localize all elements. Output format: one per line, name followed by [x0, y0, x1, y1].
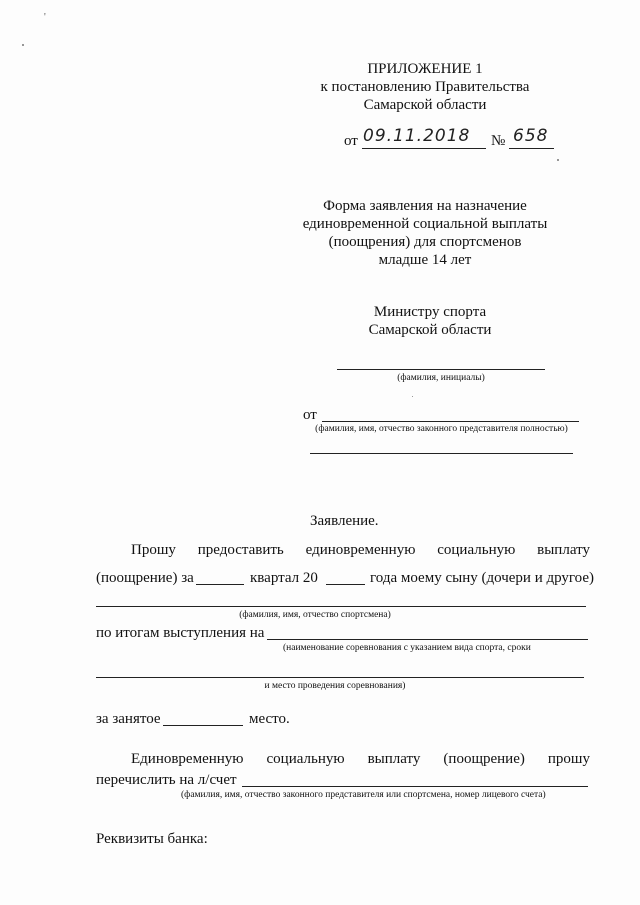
- athlete-caption: (фамилия, имя, отчество спортсмена): [239, 610, 391, 620]
- word: единовременную: [305, 542, 416, 558]
- from-line-2: [310, 453, 573, 454]
- competition-line: [267, 639, 588, 640]
- word: выплату: [367, 751, 421, 767]
- representative-caption: (фамилия, имя, отчество законного представителя полностью): [315, 424, 568, 434]
- paragraph1-line2a: (поощрение) за: [96, 570, 194, 586]
- word: выплату: [537, 542, 590, 558]
- from-line: [322, 421, 579, 422]
- place-label: за занятое: [96, 711, 161, 727]
- word: прошу: [547, 751, 590, 767]
- date-underline: [362, 148, 486, 149]
- addressee-line1: Министру спорта: [373, 304, 487, 320]
- place-caption: и место проведения соревнования): [264, 681, 406, 691]
- date-label: от: [344, 133, 358, 149]
- word: предоставить: [197, 542, 284, 558]
- word: социальную: [437, 542, 516, 558]
- place-label-end: место.: [249, 711, 290, 727]
- paragraph1-line2b: квартал 20: [250, 570, 318, 586]
- results-label: по итогам выступления на: [96, 625, 265, 641]
- paragraph2-line1: [131, 750, 590, 768]
- appendix-block: [300, 60, 550, 114]
- paragraph1-line2c: года моему сыну (дочери и другое): [370, 570, 595, 586]
- appendix-title: ПРИЛОЖЕНИЕ 1: [367, 61, 483, 77]
- from-label: от: [303, 407, 317, 423]
- fio-caption: (фамилия, инициалы): [397, 373, 485, 383]
- form-title-line4: младше 14 лет: [378, 252, 472, 268]
- date-value: 09.11.2018: [363, 126, 471, 146]
- account-line: [242, 786, 588, 787]
- competition-caption: (наименование соревнования с указанием вида спорта, сроки: [283, 643, 531, 653]
- number-sign: №: [491, 133, 506, 149]
- fio-line: [337, 369, 545, 370]
- word: Единовременную: [131, 751, 244, 767]
- paragraph1-line1: [131, 541, 590, 559]
- form-title: [300, 197, 550, 269]
- word: социальную: [266, 751, 345, 767]
- addressee: [330, 303, 530, 339]
- form-title-line1: Форма заявления на назначение: [323, 198, 527, 214]
- athlete-line: [96, 606, 586, 607]
- account-caption: (фамилия, имя, отчество законного представителя или спортсмена, номер лицевого счета): [181, 790, 546, 800]
- number-value: 658: [513, 126, 549, 146]
- transfer-label: перечислить на л/счет: [96, 772, 237, 788]
- place-blank: [163, 725, 243, 726]
- year-blank: [326, 584, 365, 585]
- appendix-line3: Самарской области: [363, 97, 487, 113]
- scan-dot: [412, 396, 413, 397]
- appendix-line2: к постановлению Правительства: [320, 79, 530, 95]
- bank-label: Реквизиты банка:: [96, 831, 208, 847]
- word: (поощрение): [443, 751, 525, 767]
- quarter-blank: [196, 584, 244, 585]
- addressee-line2: Самарской области: [368, 322, 492, 338]
- statement-title: Заявление.: [310, 513, 379, 529]
- scan-dot: [22, 44, 24, 46]
- form-title-line3: (поощрения) для спортсменов: [328, 234, 522, 250]
- form-title-line2: единовременной социальной выплаты: [302, 216, 548, 232]
- word: Прошу: [131, 542, 176, 558]
- scan-dot: [557, 159, 559, 161]
- competition-line-2: [96, 677, 584, 678]
- number-underline: [509, 148, 554, 149]
- scan-mark: ': [44, 12, 46, 23]
